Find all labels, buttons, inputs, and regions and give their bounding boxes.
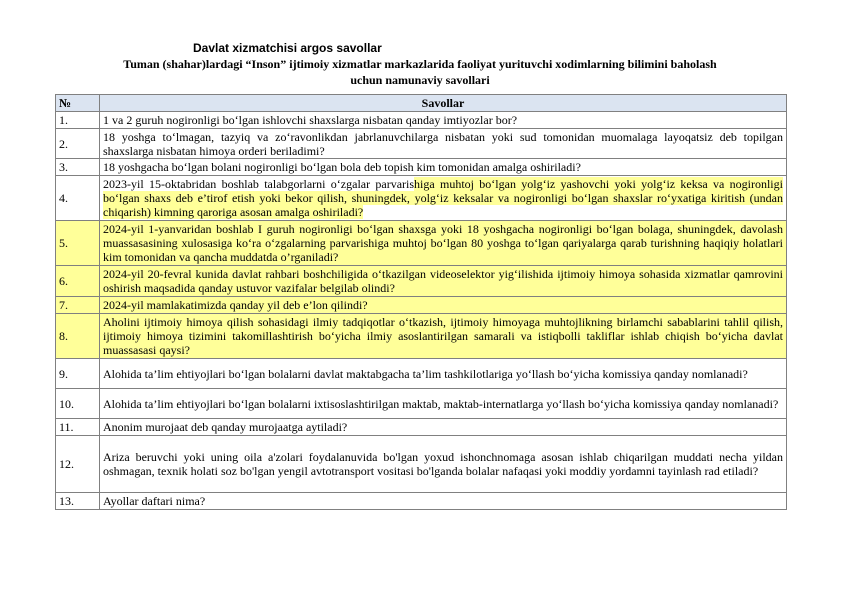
column-header-questions: Savollar	[100, 95, 787, 112]
question-text: 2024-yil 20-fevral kunida davlat rahbari boshchiligida o‘tkazilgan videoselektor yig‘ilishida ijtimoiy himoya sohasida xizmatlar qamrovini oshirish maqsadida qanday ustuvor vazifalar belgilab olindi?	[100, 266, 787, 297]
table-header-row	[56, 95, 787, 112]
question-text: Ayollar daftari nima?	[100, 493, 787, 510]
row-number: 7.	[56, 297, 100, 314]
row-number: 2.	[56, 129, 100, 159]
questions-table	[55, 94, 787, 510]
row-number: 10.	[56, 389, 100, 419]
column-header-number: №	[56, 95, 100, 112]
question-text: Alohida ta’lim ehtiyojlari bo‘lgan bolalarni davlat maktabgacha ta’lim tashkilotlariga yo‘llash bo‘yicha komissiya qanday nomlanadi?	[100, 359, 787, 389]
table-row	[56, 493, 787, 510]
table-row	[56, 129, 787, 159]
row-number: 13.	[56, 493, 100, 510]
table-row	[56, 436, 787, 493]
row-number: 9.	[56, 359, 100, 389]
question-text: Anonim murojaat deb qanday murojaatga aytiladi?	[100, 419, 787, 436]
table-row	[56, 112, 787, 129]
row-number: 1.	[56, 112, 100, 129]
table-row	[56, 266, 787, 297]
question-text: 18 yoshgacha bo‘lgan bolani nogironligi bo‘lgan bola deb topish kim tomonidan amalga oshiriladi?	[100, 159, 787, 176]
table-row	[56, 389, 787, 419]
question-text: Aholini ijtimoiy himoya qilish sohasidagi ilmiy tadqiqotlar o‘tkazish, ijtimoiy himoyaga muhtojlikning birlamchi sabablarini tahlil qilish, ijtimoiy himoya tizimini takomillashtirish bo‘yicha ilmiy asoslantirilgan samarali va istiqbolli takliflar ishlab chiqish bo‘yicha davlat muassasasi qaysi?	[100, 314, 787, 359]
row-number: 12.	[56, 436, 100, 493]
question-text: Alohida ta’lim ehtiyojlari bo‘lgan bolalarni ixtisoslashtirilgan maktab, maktab-internatlarga yo‘llash bo‘yicha komissiya qanday nomlanadi?	[100, 389, 787, 419]
table-row	[56, 297, 787, 314]
row-number: 3.	[56, 159, 100, 176]
document-subtitle: Tuman (shahar)lardagi “Inson” ijtimoiy xizmatlar markazlarida faoliyat yurituvchi xodimlarning bilimini baholash	[123, 57, 717, 71]
table-row	[56, 176, 787, 221]
question-text: 1 va 2 guruh nogironligi bo‘lgan ishlovchi shaxslarga nisbatan qanday imtiyozlar bor?	[100, 112, 787, 129]
question-text: 2024-yil mamlakatimizda qanday yil deb e’lon qilindi?	[100, 297, 787, 314]
question-text	[100, 176, 787, 221]
question-text: Ariza beruvchi yoki uning oila a'zolari foydalanuvida bo'lgan yoxud ishonchnomaga asosan ishlab chiqarilgan muddati necha yildan oshmagan, texnik holati soz bo'lgan yengil avtotransport vositasi bo'lganda bolalar nafaqasi yoki moddiy yordamni tayinlash rad etiladi?	[100, 436, 787, 493]
question-text-highlighted: higa muhtoj bo‘lgan yolg‘iz yashovchi yoki yolg‘iz keksa va nogironligi bo‘lgan shaxs deb e’tirof etish yoki bekor qilish, shuningdek, yolg‘iz keksalar va nogironligi bo‘lgan shaxslar ro‘yxatiga kiritish (undan chiqarish) kimning qaroriga asosan amalga oshiriladi?	[103, 177, 783, 219]
table-row	[56, 419, 787, 436]
table-row	[56, 314, 787, 359]
row-number: 5.	[56, 221, 100, 266]
document-title: Davlat xizmatchisi argos savollar	[193, 41, 382, 55]
question-text-plain: 2023-yil 15-oktabridan boshlab talabgorlarni o‘zgalar parvaris	[103, 177, 415, 191]
row-number: 6.	[56, 266, 100, 297]
row-number: 8.	[56, 314, 100, 359]
document-subtitle-cont: uchun namunaviy savollari	[350, 73, 490, 87]
table-row	[56, 359, 787, 389]
table-row	[56, 159, 787, 176]
table-row	[56, 221, 787, 266]
row-number: 11.	[56, 419, 100, 436]
question-text: 2024-yil 1-yanvaridan boshlab I guruh nogironligi bo‘lgan shaxsga yoki 18 yoshgacha nogironligi bo‘lgan bolaga, shuningdek, davolash muassasasining xulosasiga ko‘ra o‘zgalarning parvarishiga muhtoj bo‘lgan 80 yoshga to‘lgan qariyalarga qarab turishning haqiqiy holatlari kim tomonidan va qancha muddatda o’rganiladi?	[100, 221, 787, 266]
row-number: 4.	[56, 176, 100, 221]
question-text: 18 yoshga to‘lmagan, tazyiq va zo‘ravonlikdan jabrlanuvchilarga nisbatan yoki sud tomonidan muomalaga layoqatsiz deb topilgan shaxslarga nisbatan himoya orderi beriladimi?	[100, 129, 787, 159]
